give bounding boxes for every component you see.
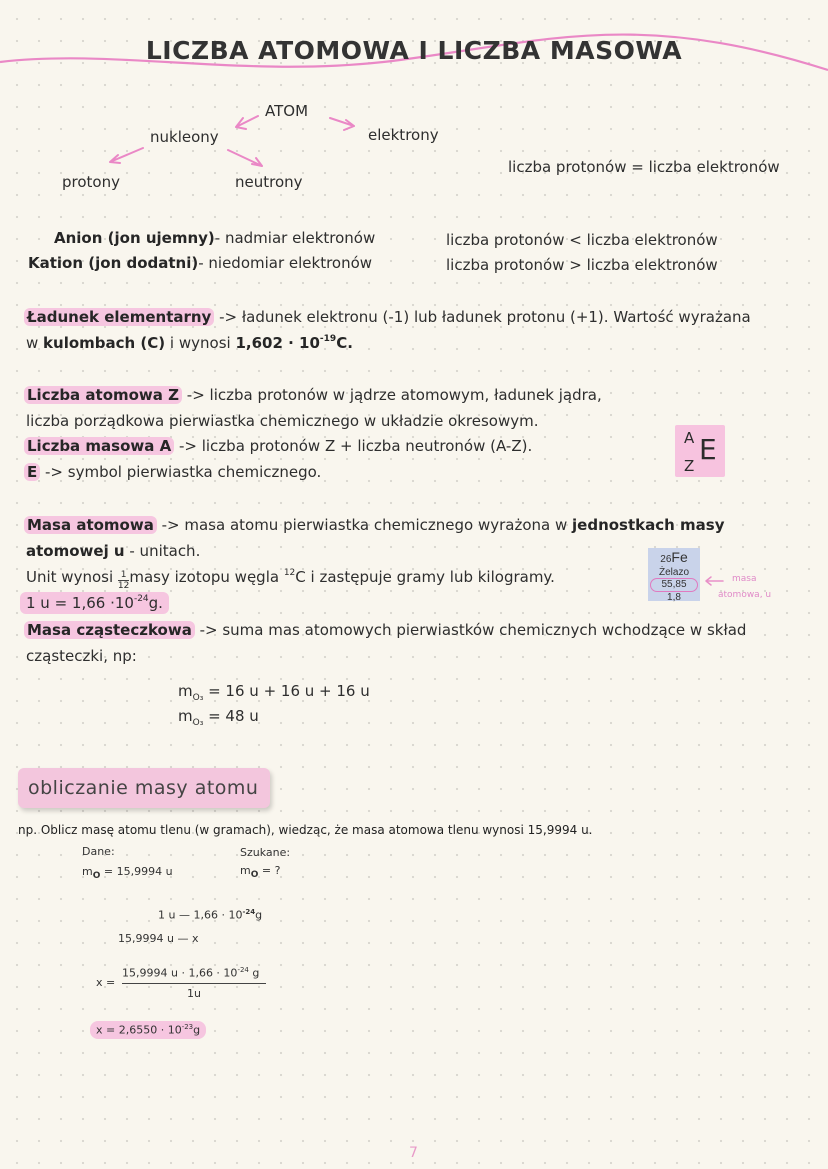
carbon-sup: 12 xyxy=(283,568,296,578)
eq2-sub: O₃ xyxy=(192,718,204,728)
given-m: m xyxy=(82,865,93,878)
u-unit: g. xyxy=(148,594,163,612)
charge-line-1 xyxy=(24,308,824,326)
fe-name: Żelazo xyxy=(658,567,689,578)
eq1-m: m xyxy=(178,682,193,700)
u-equation-hl xyxy=(20,592,169,614)
frac-top-text: 15,9994 u · 1,66 · 10 xyxy=(122,966,238,980)
charge-text-2b: i wynosi xyxy=(165,334,236,352)
fe-en: 1,8 xyxy=(667,592,681,603)
prop1-text: 1 u — 1,66 · 10 xyxy=(158,908,243,922)
anion-label: Anion (jon ujemny) xyxy=(54,229,215,247)
eq2-m: m xyxy=(178,707,193,725)
prop1-exp: -24 xyxy=(242,908,256,916)
section-tag-label: obliczanie masy atomu xyxy=(28,777,259,799)
charge-text-2a: w xyxy=(26,334,44,352)
mol-term: Masa cząsteczkowa xyxy=(24,621,195,639)
diagram-arrows xyxy=(0,0,828,220)
mass-text-2: - unitach. xyxy=(124,542,201,560)
z-term: Liczba atomowa Z xyxy=(24,386,182,404)
page-number: 7 xyxy=(409,1145,418,1161)
charge-kulomb: kulombach (C) xyxy=(43,334,166,352)
charge-exp: -19 xyxy=(319,334,337,344)
nuclide-symbol-box xyxy=(675,425,725,477)
result-text: x = 2,6550 · 10 xyxy=(96,1023,182,1037)
mol-line-1 xyxy=(24,621,824,639)
u-equation xyxy=(20,594,169,612)
anion-row xyxy=(54,229,375,247)
box-z: Z xyxy=(684,457,695,475)
mass-text-1: -> masa atomu pierwiastka chemicznego wyrażona w xyxy=(156,516,573,534)
result-unit: g xyxy=(193,1023,201,1037)
unit-frac-num: 1 xyxy=(118,570,129,581)
kation-label: Kation (jon dodatni) xyxy=(28,254,199,272)
fe-note-arrow xyxy=(702,574,726,588)
diagram-nukleony: nukleony xyxy=(150,128,219,146)
page-title: LICZBA ATOMOWA I LICZBA MASOWA xyxy=(145,36,683,65)
z-text-1: -> liczba protonów w jądrze atomowym, ładunek jądra, xyxy=(182,386,602,404)
eq1-rhs: = 16 u + 16 u + 16 u xyxy=(203,682,370,700)
diagram-atom: ATOM xyxy=(265,102,309,120)
diagram-neutrony: neutrony xyxy=(235,173,303,191)
given-m-val: = 15,9994 u xyxy=(100,865,173,878)
charge-value: 1,602 · 10 xyxy=(235,334,320,352)
proportion-1 xyxy=(158,908,262,922)
iron-element-card xyxy=(648,548,700,601)
frac-top-exp: -24 xyxy=(237,966,249,974)
unit-text-c: C i zastępuje gramy lub kilogramy. xyxy=(295,568,555,586)
u-exp: -24 xyxy=(133,594,149,604)
proportion-2: 15,9994 u — x xyxy=(118,932,199,945)
unit-text-a: Unit wynosi xyxy=(26,568,118,586)
charge-line-2 xyxy=(26,334,353,352)
unit-frac-den: 12 xyxy=(117,581,130,591)
e-line xyxy=(24,463,321,481)
eq-line-2 xyxy=(178,707,259,728)
kation-result: liczba protonów > liczba elektronów xyxy=(446,256,718,274)
charge-text-1: -> ładunek elektronu (-1) lub ładunek protonu (+1). Wartość wyrażana xyxy=(214,308,751,326)
a-term: Liczba masowa A xyxy=(24,437,174,455)
unit-line xyxy=(26,568,555,591)
eq2-rhs: = 48 u xyxy=(203,707,259,725)
eq-line-1 xyxy=(178,682,370,703)
x-equals: x = xyxy=(96,976,116,989)
kation-row xyxy=(28,254,372,272)
dane-label: Dane: xyxy=(82,845,115,858)
z-line-2: liczba porządkowa pierwiastka chemicznego w układzie okresowym. xyxy=(26,412,539,430)
mass-bold-2: atomowej u xyxy=(26,542,125,560)
u-eq: 1 u = 1,66 ·10 xyxy=(26,594,134,612)
prop1-unit: g xyxy=(255,908,263,922)
result-exp: -23 xyxy=(181,1023,194,1031)
section-tag xyxy=(18,768,270,808)
fraction-line xyxy=(122,983,266,984)
mass-line-2 xyxy=(26,542,200,560)
frac-top-unit: g xyxy=(248,966,260,980)
given-value xyxy=(82,865,173,881)
eq1-sub: O₃ xyxy=(192,693,204,703)
box-e: E xyxy=(699,433,717,466)
mol-line-2: cząsteczki, np: xyxy=(26,647,137,665)
sought-q: = ? xyxy=(258,864,281,877)
charge-unit: C. xyxy=(336,334,353,352)
sought-m-sub: O xyxy=(250,870,259,881)
mass-line-1 xyxy=(24,516,814,534)
sought-value xyxy=(240,864,280,880)
fe-mass: 55,85 xyxy=(650,578,698,592)
x-fraction-bottom: 1u xyxy=(187,987,201,1000)
a-text: -> liczba protonów Z + liczba neutronów (A-Z). xyxy=(174,437,533,455)
szukane-label: Szukane: xyxy=(240,846,291,859)
mass-bold-1: jednostkach masy xyxy=(572,516,725,534)
given-m-sub: O xyxy=(92,871,101,882)
fe-note-2: atomowa, u xyxy=(718,590,772,600)
unit-text-b: masy izotopu węgla xyxy=(129,568,284,586)
anion-desc: - nadmiar elektronów xyxy=(214,229,376,247)
diagram-elektrony: elektrony xyxy=(368,126,439,144)
mass-term: Masa atomowa xyxy=(24,516,157,534)
e-term: E xyxy=(24,463,40,481)
x-fraction-top xyxy=(122,966,259,980)
anion-result: liczba protonów < liczba elektronów xyxy=(446,231,718,249)
fe-note-1: masa xyxy=(732,574,757,584)
charge-term: Ładunek elementarny xyxy=(24,308,214,326)
unit-fraction xyxy=(118,570,129,591)
diagram-equation: liczba protonów = liczba elektronów xyxy=(508,158,780,176)
box-a: A xyxy=(684,429,695,447)
diagram-protony: protony xyxy=(62,173,120,191)
z-line-1 xyxy=(24,386,602,404)
e-text: -> symbol pierwiastka chemicznego. xyxy=(40,463,322,481)
fe-symbol: Fe xyxy=(671,549,688,565)
example-text: np. Oblicz masę atomu tlenu (w gramach), wiedząc, że masa atomowa tlenu wynosi 15,9994 u. xyxy=(18,823,593,837)
kation-desc: - niedomiar elektronów xyxy=(198,254,373,272)
a-line xyxy=(24,437,532,455)
final-result xyxy=(90,1021,206,1039)
fe-top xyxy=(648,550,700,567)
sought-m: m xyxy=(240,864,251,877)
fe-number: 26 xyxy=(660,554,672,565)
mol-text-1: -> suma mas atomowych pierwiastków chemicznych wchodzące w skład xyxy=(194,621,747,639)
